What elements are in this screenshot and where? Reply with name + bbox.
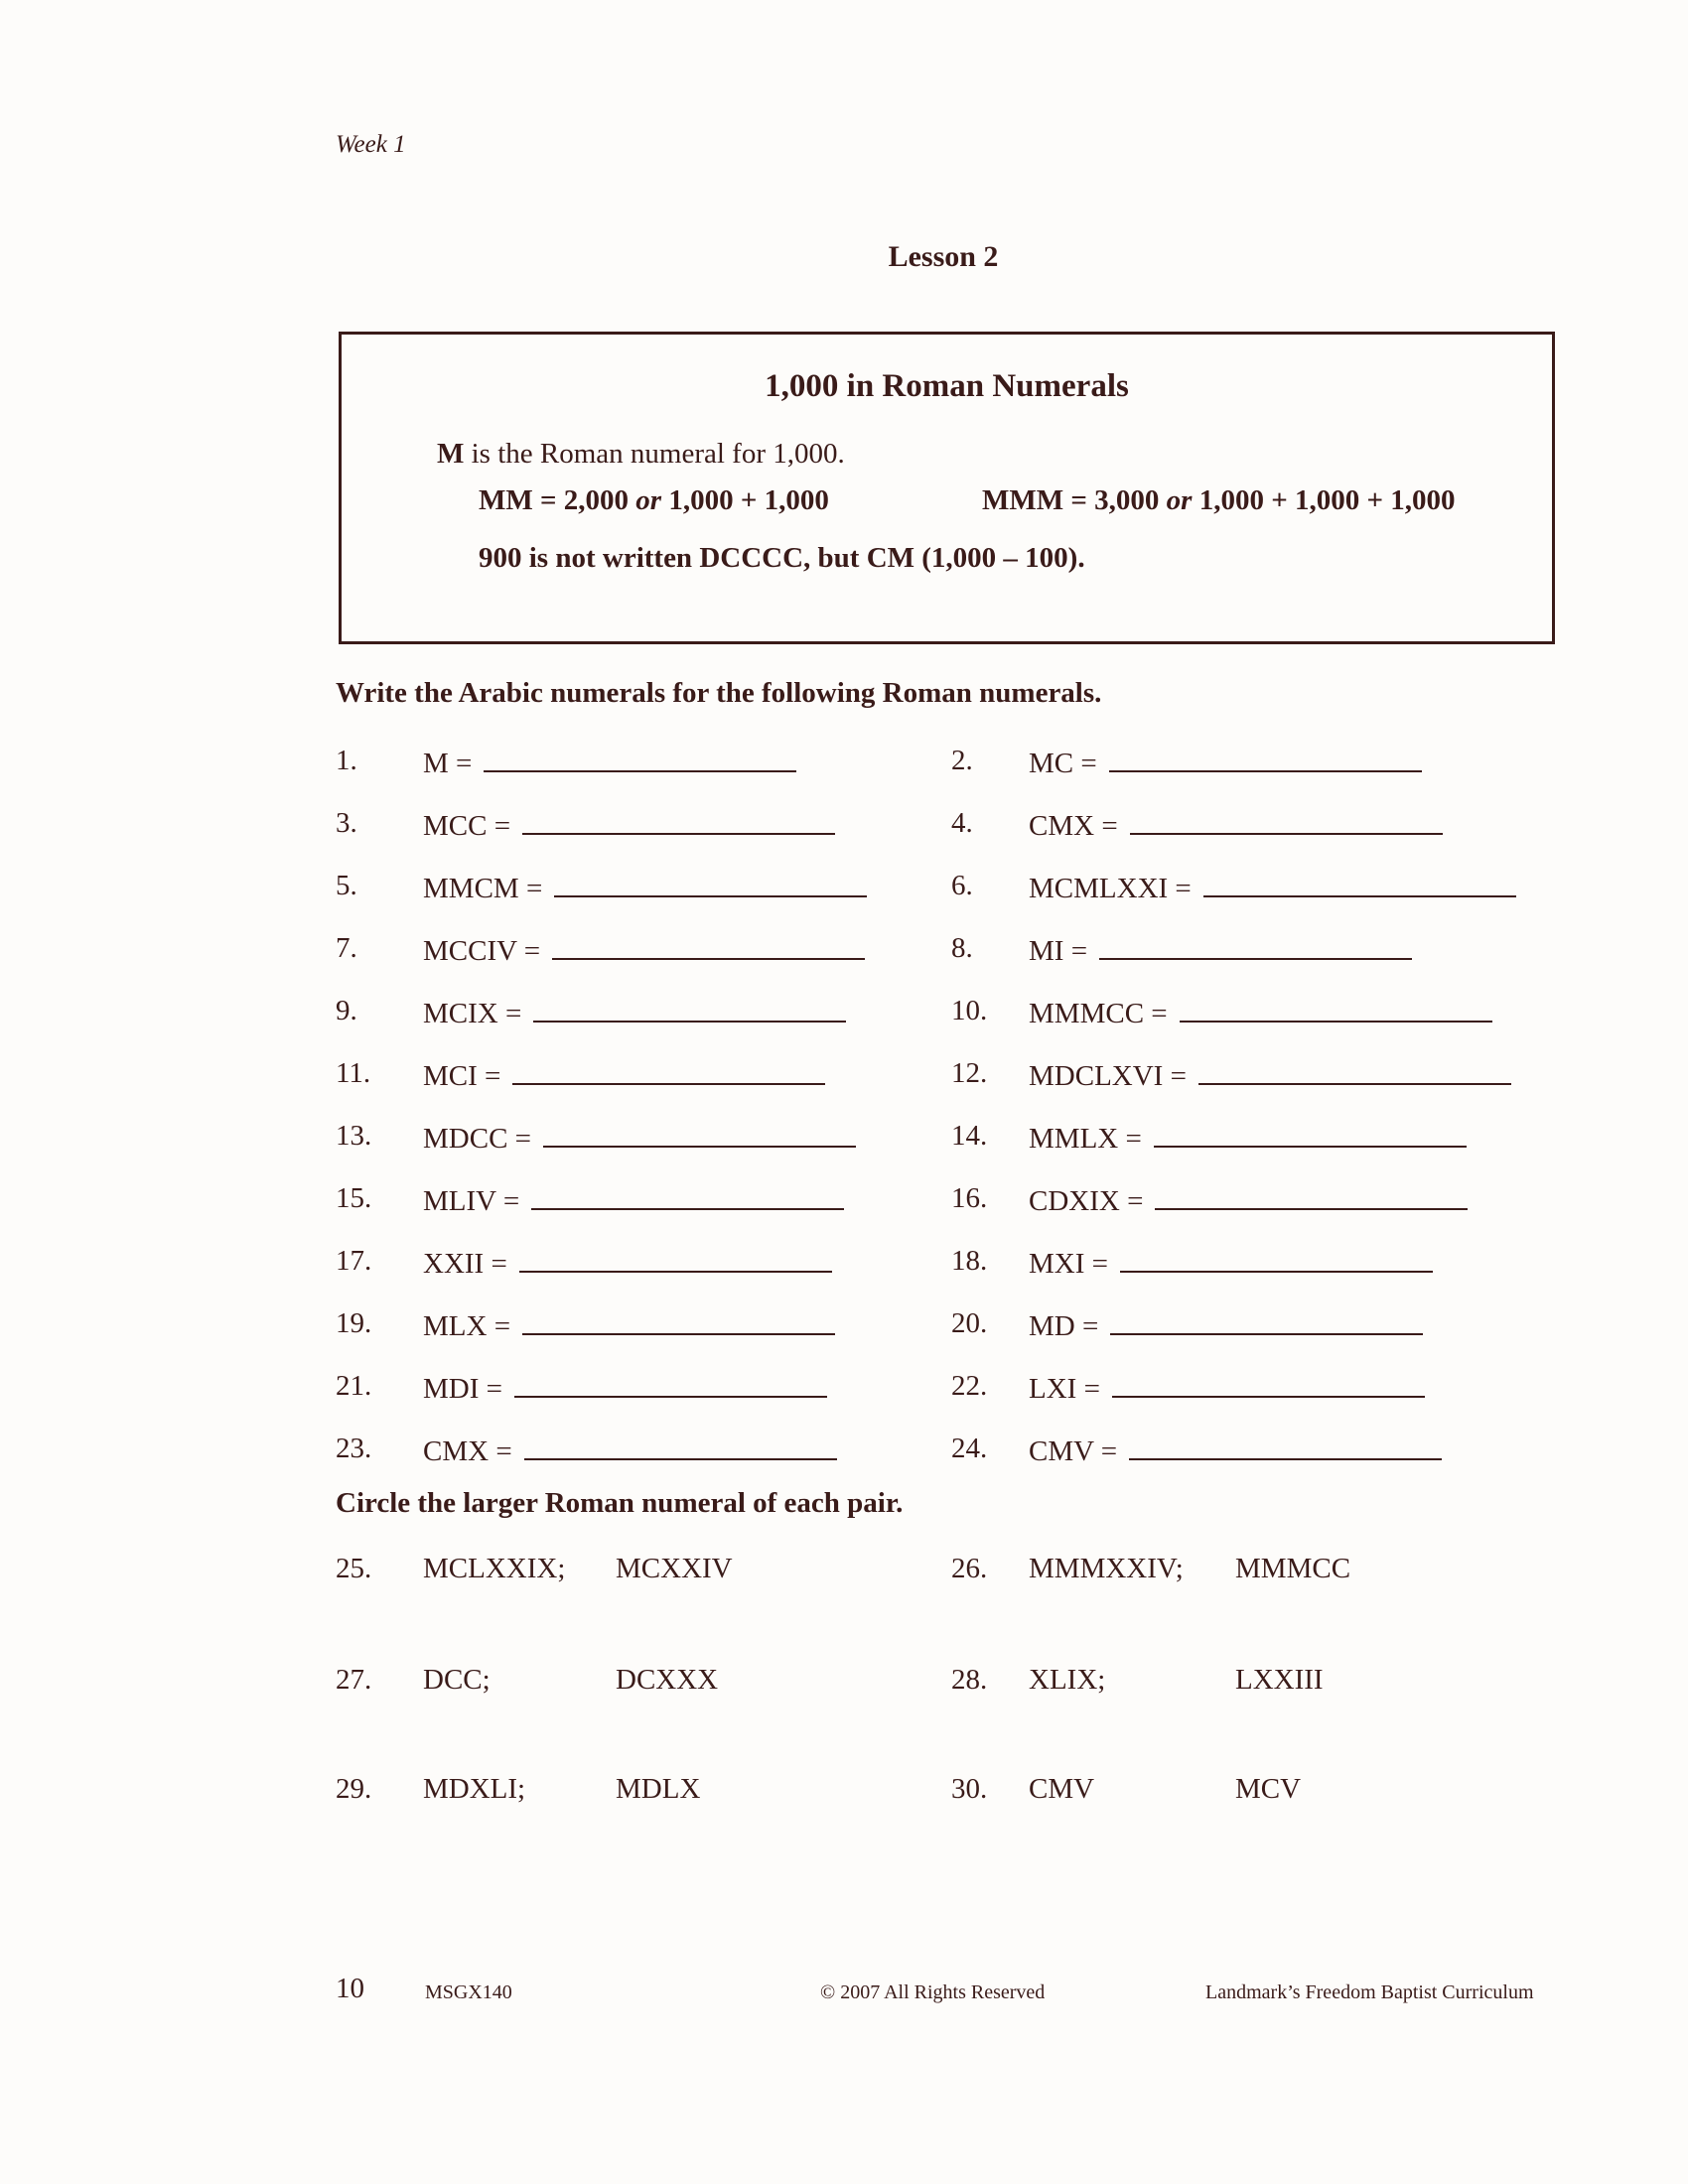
or-word: or bbox=[635, 484, 662, 516]
question-number: 8. bbox=[951, 932, 973, 964]
question-number: 2. bbox=[951, 745, 973, 776]
answer-blank[interactable] bbox=[1109, 745, 1422, 772]
question-number: 4. bbox=[951, 807, 973, 839]
mmm-eq-part: MMM = 3,000 bbox=[982, 484, 1167, 516]
info-box-title: 1,000 in Roman Numerals bbox=[765, 368, 1129, 404]
answer-blank[interactable] bbox=[1203, 870, 1516, 897]
roman-numeral-prompt: MCI = bbox=[423, 1060, 501, 1092]
roman-numeral-prompt: XXII = bbox=[423, 1248, 507, 1280]
roman-numeral-prompt: MC = bbox=[1029, 748, 1097, 779]
pair-option-b[interactable]: LXXIII bbox=[1235, 1664, 1324, 1696]
question-item bbox=[423, 1182, 844, 1218]
roman-numeral-prompt: MCCIV = bbox=[423, 935, 541, 967]
question-number: 13. bbox=[336, 1120, 372, 1152]
mmm-eq-sum: 1,000 + 1,000 + 1,000 bbox=[1192, 484, 1456, 516]
answer-blank[interactable] bbox=[484, 745, 796, 772]
publisher: Landmark’s Freedom Baptist Curriculum bbox=[1205, 1981, 1534, 2003]
question-item bbox=[1029, 1182, 1468, 1218]
info-box-definition bbox=[437, 438, 845, 471]
question-item bbox=[1029, 932, 1412, 968]
question-number: 19. bbox=[336, 1307, 372, 1339]
pair-option-b[interactable]: MCV bbox=[1235, 1773, 1302, 1805]
question-item bbox=[423, 1307, 835, 1343]
question-number: 5. bbox=[336, 870, 357, 901]
question-item bbox=[1029, 870, 1516, 905]
question-item bbox=[1029, 995, 1492, 1030]
section1-instruction: Write the Arabic numerals for the following Roman numerals. bbox=[336, 677, 1102, 709]
curriculum-code: MSGX140 bbox=[425, 1981, 512, 2003]
lesson-title: Lesson 2 bbox=[888, 240, 999, 273]
roman-numeral-prompt: MCMLXXI = bbox=[1029, 873, 1192, 904]
pair-option-a[interactable]: XLIX; bbox=[1029, 1664, 1106, 1696]
question-number: 10. bbox=[951, 995, 988, 1026]
question-item bbox=[423, 1245, 832, 1281]
question-number: 7. bbox=[336, 932, 357, 964]
pair-option-a[interactable]: DCC; bbox=[423, 1664, 491, 1696]
answer-blank[interactable] bbox=[543, 1120, 856, 1148]
roman-numeral-prompt: LXI = bbox=[1029, 1373, 1100, 1405]
question-number: 15. bbox=[336, 1182, 372, 1214]
roman-numeral-prompt: MDI = bbox=[423, 1373, 502, 1405]
cm-note: 900 is not written DCCCC, but CM (1,000 – 100). bbox=[479, 542, 1085, 574]
question-item bbox=[423, 1433, 837, 1468]
question-item bbox=[1029, 1120, 1467, 1156]
pair-number: 25. bbox=[336, 1553, 372, 1584]
pair-number: 30. bbox=[951, 1773, 988, 1805]
roman-numeral-prompt: MCC = bbox=[423, 810, 511, 842]
question-number: 18. bbox=[951, 1245, 988, 1277]
question-number: 14. bbox=[951, 1120, 988, 1152]
pair-number: 27. bbox=[336, 1664, 372, 1696]
roman-numeral-prompt: MLX = bbox=[423, 1310, 511, 1342]
roman-numeral-prompt: MCIX = bbox=[423, 998, 522, 1029]
question-item bbox=[1029, 1370, 1425, 1406]
answer-blank[interactable] bbox=[1154, 1120, 1467, 1148]
answer-blank[interactable] bbox=[552, 932, 865, 960]
definition-text: is the Roman numeral for 1,000. bbox=[464, 438, 845, 470]
question-item bbox=[1029, 1245, 1433, 1281]
roman-numeral-prompt: MMCM = bbox=[423, 873, 543, 904]
mm-equation bbox=[479, 484, 829, 517]
question-item bbox=[423, 932, 865, 968]
question-number: 1. bbox=[336, 745, 357, 776]
roman-numeral-prompt: CMX = bbox=[423, 1435, 512, 1467]
answer-blank[interactable] bbox=[1129, 1433, 1442, 1460]
pair-number: 28. bbox=[951, 1664, 988, 1696]
m-letter: M bbox=[437, 438, 465, 470]
answer-blank[interactable] bbox=[522, 807, 835, 835]
roman-numeral-prompt: MI = bbox=[1029, 935, 1088, 967]
section2-instruction: Circle the larger Roman numeral of each pair. bbox=[336, 1487, 904, 1519]
question-number: 24. bbox=[951, 1433, 988, 1464]
question-item bbox=[1029, 1307, 1423, 1343]
pair-option-b[interactable]: DCXXX bbox=[616, 1664, 719, 1696]
mm-eq-sum: 1,000 + 1,000 bbox=[661, 484, 829, 516]
copyright: © 2007 All Rights Reserved bbox=[820, 1981, 1046, 2003]
roman-numeral-prompt: MDCC = bbox=[423, 1123, 532, 1155]
question-item bbox=[1029, 807, 1443, 843]
pair-option-a[interactable]: MDXLI; bbox=[423, 1773, 526, 1805]
roman-numeral-prompt: MLIV = bbox=[423, 1185, 520, 1217]
question-item bbox=[423, 745, 796, 780]
answer-blank[interactable] bbox=[1110, 1307, 1423, 1335]
answer-blank[interactable] bbox=[531, 1182, 844, 1210]
question-item bbox=[1029, 1057, 1511, 1093]
or-word: or bbox=[1166, 484, 1193, 516]
question-item bbox=[423, 1057, 825, 1093]
question-number: 22. bbox=[951, 1370, 988, 1402]
question-item bbox=[423, 1370, 827, 1406]
question-number: 11. bbox=[336, 1057, 371, 1089]
roman-numeral-prompt: CMX = bbox=[1029, 810, 1118, 842]
pair-option-b[interactable]: MCXXIV bbox=[616, 1553, 733, 1584]
question-item bbox=[423, 995, 846, 1030]
mm-eq-part: MM = 2,000 bbox=[479, 484, 636, 516]
answer-blank[interactable] bbox=[522, 1307, 835, 1335]
question-item bbox=[423, 870, 867, 905]
question-number: 12. bbox=[951, 1057, 988, 1089]
question-number: 9. bbox=[336, 995, 357, 1026]
mmm-equation bbox=[982, 484, 1456, 517]
answer-blank[interactable] bbox=[519, 1245, 832, 1273]
answer-blank[interactable] bbox=[524, 1433, 837, 1460]
answer-blank[interactable] bbox=[554, 870, 867, 897]
roman-numeral-prompt: MMLX = bbox=[1029, 1123, 1142, 1155]
pair-number: 26. bbox=[951, 1553, 988, 1584]
info-box bbox=[339, 332, 1555, 644]
question-item bbox=[1029, 1433, 1442, 1468]
answer-blank[interactable] bbox=[1180, 995, 1492, 1023]
answer-blank[interactable] bbox=[512, 1057, 825, 1085]
question-number: 3. bbox=[336, 807, 357, 839]
roman-numeral-prompt: MXI = bbox=[1029, 1248, 1108, 1280]
roman-numeral-prompt: MD = bbox=[1029, 1310, 1099, 1342]
roman-numeral-prompt: CDXIX = bbox=[1029, 1185, 1144, 1217]
answer-blank[interactable] bbox=[514, 1370, 827, 1398]
answer-blank[interactable] bbox=[1112, 1370, 1425, 1398]
week-label: Week 1 bbox=[336, 131, 406, 158]
pair-option-b[interactable]: MDLX bbox=[616, 1773, 701, 1805]
pair-option-a[interactable]: CMV bbox=[1029, 1773, 1095, 1805]
answer-blank[interactable] bbox=[1155, 1182, 1468, 1210]
pair-option-a[interactable]: MMMXXIV; bbox=[1029, 1553, 1184, 1584]
pair-option-a[interactable]: MCLXXIX; bbox=[423, 1553, 566, 1584]
answer-blank[interactable] bbox=[1120, 1245, 1433, 1273]
question-number: 17. bbox=[336, 1245, 372, 1277]
page-number: 10 bbox=[336, 1973, 364, 2004]
question-number: 20. bbox=[951, 1307, 988, 1339]
question-item bbox=[423, 1120, 856, 1156]
pair-number: 29. bbox=[336, 1773, 372, 1805]
roman-numeral-prompt: MDCLXVI = bbox=[1029, 1060, 1187, 1092]
question-number: 23. bbox=[336, 1433, 372, 1464]
answer-blank[interactable] bbox=[1099, 932, 1412, 960]
question-number: 6. bbox=[951, 870, 973, 901]
answer-blank[interactable] bbox=[1198, 1057, 1511, 1085]
pair-option-b[interactable]: MMMCC bbox=[1235, 1553, 1351, 1584]
roman-numeral-prompt: M = bbox=[423, 748, 473, 779]
answer-blank[interactable] bbox=[533, 995, 846, 1023]
answer-blank[interactable] bbox=[1130, 807, 1443, 835]
roman-numeral-prompt: MMMCC = bbox=[1029, 998, 1168, 1029]
roman-numeral-prompt: CMV = bbox=[1029, 1435, 1118, 1467]
question-item bbox=[1029, 745, 1422, 780]
question-item bbox=[423, 807, 835, 843]
question-number: 16. bbox=[951, 1182, 988, 1214]
question-number: 21. bbox=[336, 1370, 372, 1402]
